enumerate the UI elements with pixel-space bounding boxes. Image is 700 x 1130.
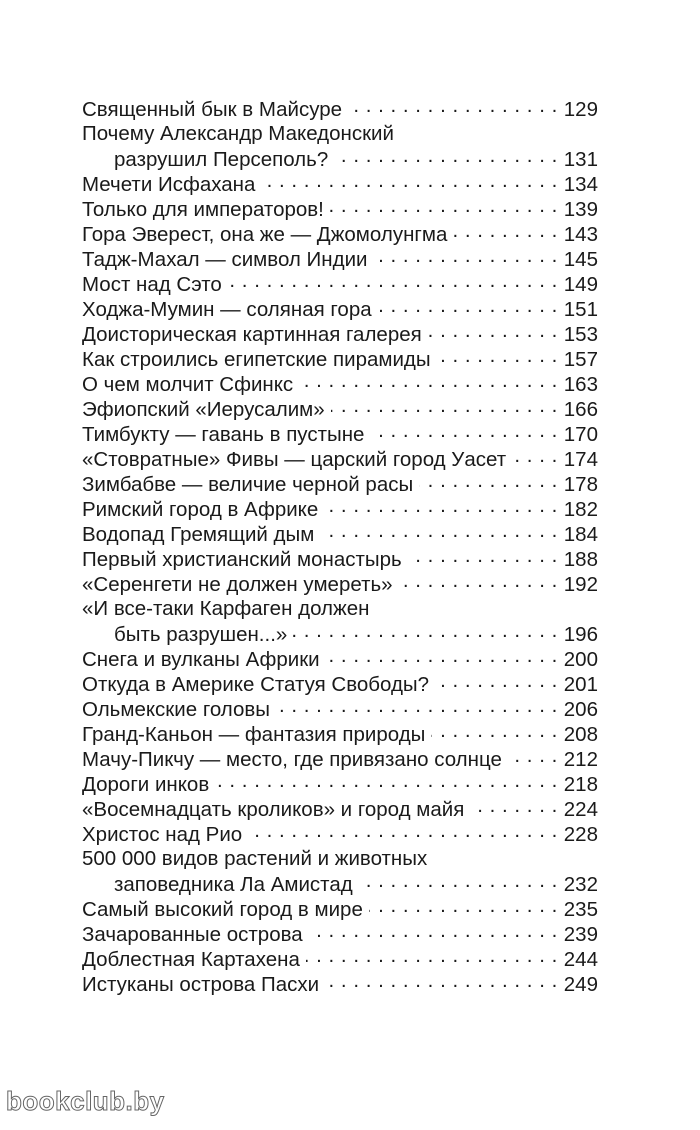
toc-entry	[82, 571, 598, 596]
toc-entry-line	[82, 946, 598, 971]
toc-entry	[82, 396, 598, 421]
toc-entry-title: Эфиопский «Иерусалим»	[82, 398, 325, 421]
toc-entry-line	[82, 271, 598, 296]
toc-entry-title: Римский город в Африке	[82, 498, 319, 521]
toc-page-number: 192	[563, 573, 598, 596]
dot-leader	[348, 96, 558, 116]
toc-page-number: 188	[563, 548, 598, 571]
toc-entry-continuation	[82, 621, 598, 646]
toc-page-number: 166	[563, 398, 598, 421]
toc-page-number: 212	[563, 748, 598, 771]
toc-entry-title: разрушил Персеполь?	[114, 148, 329, 171]
toc-entry	[82, 371, 598, 396]
dot-leader	[306, 946, 558, 966]
dot-leader	[373, 246, 557, 266]
toc-page-number: 208	[563, 723, 598, 746]
toc-entry-line	[82, 496, 598, 521]
toc-entry-title: «И все-таки Карфаген должен	[82, 597, 370, 620]
toc-page-number: 182	[563, 498, 598, 521]
toc-entry	[82, 321, 598, 346]
toc-entry-line	[82, 196, 598, 221]
toc-page-number: 249	[563, 973, 598, 996]
toc-entry-title: Доисторическая картинная галерея	[82, 323, 422, 346]
toc-entry-continuation	[82, 146, 598, 171]
toc-page-number: 157	[563, 348, 598, 371]
toc-page-number: 228	[563, 823, 598, 846]
dot-leader	[299, 371, 558, 391]
dot-leader	[508, 746, 558, 766]
toc-entry	[82, 721, 598, 746]
toc-entry-line	[82, 321, 598, 346]
dot-leader	[470, 796, 557, 816]
toc-entry-title: Первый христианский монастырь	[82, 548, 402, 571]
dot-leader	[330, 196, 558, 216]
toc-page-number: 201	[563, 673, 598, 696]
toc-entry	[82, 171, 598, 196]
toc-page-number: 224	[563, 798, 598, 821]
toc-entry-line	[82, 696, 598, 721]
toc-entry-line	[82, 221, 598, 246]
toc-entry-title: Мечети Исфахана	[82, 173, 256, 196]
toc-entry	[82, 546, 598, 571]
toc-page-number: 139	[563, 198, 598, 221]
toc-entry	[82, 421, 598, 446]
toc-entry	[82, 346, 598, 371]
table-of-contents	[82, 96, 598, 996]
toc-entry	[82, 921, 598, 946]
toc-page-number: 206	[563, 698, 598, 721]
toc-entry	[82, 646, 598, 671]
dot-leader	[334, 146, 558, 166]
toc-page-number: 145	[563, 248, 598, 271]
toc-entry	[82, 971, 598, 996]
dot-leader	[293, 621, 557, 641]
toc-entry-title: Снега и вулканы Африки	[82, 648, 320, 671]
dot-leader	[324, 496, 558, 516]
toc-page-number: 196	[563, 623, 598, 646]
toc-entry-line	[82, 421, 598, 446]
dot-leader	[325, 971, 558, 991]
toc-entry-title: Самый высокий город в мире	[82, 898, 363, 921]
toc-entry-title: Только для императоров!	[82, 198, 324, 221]
dot-leader	[320, 521, 557, 541]
toc-entry-line	[82, 771, 598, 796]
toc-entry	[82, 246, 598, 271]
toc-entry-line	[82, 171, 598, 196]
toc-entry	[82, 896, 598, 921]
toc-entry	[82, 471, 598, 496]
toc-page-number: 163	[563, 373, 598, 396]
dot-leader	[437, 346, 558, 366]
dot-leader	[428, 321, 558, 341]
toc-entry-line	[82, 596, 598, 621]
dot-leader	[435, 671, 558, 691]
toc-entry-title: Гора Эверест, она же — Джомолунгма	[82, 223, 448, 246]
toc-entry-title: заповедника Ла Амистад	[114, 873, 353, 896]
toc-entry-line	[82, 671, 598, 696]
toc-entry-title: Священный бык в Майсуре	[82, 98, 343, 121]
toc-entry	[82, 771, 598, 796]
toc-entry	[82, 796, 598, 821]
toc-entry-title: Откуда в Америке Статуя Свободы?	[82, 673, 430, 696]
dot-leader	[331, 396, 558, 416]
dot-leader	[309, 921, 558, 941]
toc-entry-line	[82, 721, 598, 746]
toc-entry-line	[82, 246, 598, 271]
toc-entry-title: Гранд-Каньон — фантазия природы	[82, 723, 426, 746]
dot-leader	[359, 871, 558, 891]
toc-entry-line	[82, 96, 598, 121]
toc-entry-title: Мачу-Пикчу — место, где привязано солнце	[82, 748, 502, 771]
toc-entry-line	[82, 646, 598, 671]
toc-entry-title: 500 000 видов растений и животных	[82, 847, 428, 870]
toc-entry-title: «Стовратные» Фивы — царский город Уасет	[82, 448, 507, 471]
toc-entry-line	[82, 746, 598, 771]
toc-page-number: 239	[563, 923, 598, 946]
toc-entry-line	[82, 121, 598, 146]
toc-entry	[82, 446, 598, 471]
toc-entry-line	[82, 971, 598, 996]
dot-leader	[512, 446, 558, 466]
toc-entry-title: Почему Александр Македонский	[82, 122, 394, 145]
toc-entry-title: Дороги инков	[82, 773, 210, 796]
toc-entry-title: Тимбукту — гавань в пустыне	[82, 423, 365, 446]
toc-entry-line	[82, 521, 598, 546]
toc-entry-line	[82, 821, 598, 846]
toc-page-number: 244	[563, 948, 598, 971]
toc-entry-line	[82, 396, 598, 421]
toc-page-number: 153	[563, 323, 598, 346]
toc-page-number: 129	[563, 98, 598, 121]
toc-entry-line	[82, 896, 598, 921]
dot-leader	[453, 221, 557, 241]
toc-entry-title: Зимбабве — величие черной расы	[82, 473, 414, 496]
toc-entry-line	[82, 446, 598, 471]
toc-page-number: 174	[563, 448, 598, 471]
dot-leader	[399, 571, 558, 591]
toc-entry-line	[82, 296, 598, 321]
toc-entry-title: быть разрушен...»	[114, 623, 288, 646]
toc-entry	[82, 746, 598, 771]
toc-page-number: 178	[563, 473, 598, 496]
toc-page-number: 235	[563, 898, 598, 921]
dot-leader	[431, 721, 557, 741]
toc-entry-line	[82, 571, 598, 596]
toc-entry-continuation	[82, 871, 598, 896]
toc-entry-line	[82, 846, 598, 871]
toc-entry	[82, 596, 598, 646]
toc-entry-title: «Серенгети не должен умереть»	[82, 573, 393, 596]
toc-entry-line	[82, 346, 598, 371]
toc-entry-title: Доблестная Картахена	[82, 948, 300, 971]
dot-leader	[370, 421, 557, 441]
toc-entry	[82, 496, 598, 521]
toc-page-number: 131	[563, 148, 598, 171]
watermark-logo: bookclub.by	[6, 1086, 165, 1116]
toc-entry	[82, 946, 598, 971]
toc-entry-title: О чем молчит Сфинкс	[82, 373, 294, 396]
toc-page-number: 200	[563, 648, 598, 671]
dot-leader	[215, 771, 558, 791]
toc-entry	[82, 696, 598, 721]
dot-leader	[326, 646, 558, 666]
toc-entry	[82, 521, 598, 546]
toc-entry	[82, 821, 598, 846]
dot-leader	[419, 471, 558, 491]
dot-leader	[261, 171, 557, 191]
toc-page-number: 149	[563, 273, 598, 296]
toc-page-number: 143	[563, 223, 598, 246]
toc-entry-title: Тадж-Махал — символ Индии	[82, 248, 368, 271]
toc-page-number: 134	[563, 173, 598, 196]
dot-leader	[378, 296, 558, 316]
toc-entry	[82, 846, 598, 896]
toc-page-number: 218	[563, 773, 598, 796]
toc-entry	[82, 121, 598, 171]
toc-entry-title: Истуканы острова Пасхи	[82, 973, 320, 996]
toc-page-number: 170	[563, 423, 598, 446]
toc-entry-title: Ходжа-Мумин — соляная гора	[82, 298, 372, 321]
dot-leader	[228, 271, 558, 291]
toc-entry-title: Христос над Рио	[82, 823, 243, 846]
toc-entry	[82, 671, 598, 696]
toc-entry-title: Водопад Гремящий дым	[82, 523, 315, 546]
toc-entry-line	[82, 471, 598, 496]
toc-page-number: 151	[563, 298, 598, 321]
toc-entry-title: Мост над Сэто	[82, 273, 222, 296]
toc-entry-title: Как строились египетские пирамиды	[82, 348, 431, 371]
toc-entry-title: Зачарованные острова	[82, 923, 303, 946]
toc-page-number: 232	[563, 873, 598, 896]
toc-entry-line	[82, 796, 598, 821]
dot-leader	[408, 546, 558, 566]
dot-leader	[248, 821, 558, 841]
toc-entry	[82, 96, 598, 121]
toc-page-number: 184	[563, 523, 598, 546]
toc-entry	[82, 296, 598, 321]
toc-entry	[82, 271, 598, 296]
toc-entry-line	[82, 921, 598, 946]
dot-leader	[369, 896, 558, 916]
toc-entry-line	[82, 371, 598, 396]
toc-entry	[82, 196, 598, 221]
toc-entry-title: «Восемнадцать кроликов» и город майя	[82, 798, 465, 821]
toc-entry-title: Ольмекские головы	[82, 698, 271, 721]
toc-entry-line	[82, 546, 598, 571]
toc-entry	[82, 221, 598, 246]
dot-leader	[276, 696, 558, 716]
